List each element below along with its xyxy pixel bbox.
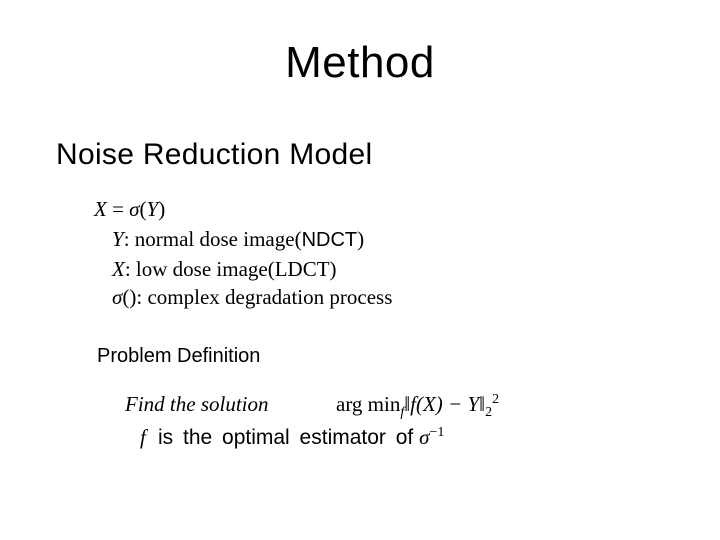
definition-sigma-text: complex degradation process bbox=[147, 285, 393, 309]
equation-equals: = bbox=[106, 197, 130, 221]
find-solution-line bbox=[125, 392, 499, 421]
norm-open: ‖ bbox=[404, 392, 411, 416]
definition-sigma-colon: : bbox=[136, 285, 148, 309]
definition-y-symbol: Y bbox=[112, 227, 124, 251]
noise-model-equation bbox=[94, 199, 165, 220]
equation-function: σ bbox=[129, 197, 140, 221]
definition-x-text: low dose image(LDCT) bbox=[135, 257, 337, 281]
estimator-sigma: σ bbox=[419, 425, 430, 449]
argmin-subscript: f bbox=[400, 405, 405, 421]
equation-lhs: X bbox=[94, 197, 107, 221]
definition-x-colon: : bbox=[124, 257, 136, 281]
equation-argument: Y bbox=[146, 197, 159, 221]
definition-x bbox=[112, 259, 337, 280]
definition-y bbox=[112, 229, 364, 250]
find-solution-phrase: Find the solution bbox=[125, 392, 269, 416]
equation-paren-open: ( bbox=[139, 197, 147, 221]
norm-close: ‖ bbox=[479, 392, 486, 416]
definition-sigma-symbol: σ bbox=[112, 285, 123, 309]
argmin-operator: arg min bbox=[336, 392, 401, 416]
definition-y-abbr: NDCT bbox=[301, 229, 358, 251]
estimator-inverse-superscript: −1 bbox=[429, 425, 445, 440]
norm-expression: f(X) − Y bbox=[410, 392, 480, 416]
definition-sigma bbox=[112, 287, 392, 308]
definition-y-text: normal dose image( bbox=[134, 227, 302, 251]
definition-y-colon: : bbox=[123, 227, 135, 251]
norm-subscript: 2 bbox=[485, 405, 493, 421]
definition-sigma-parens: () bbox=[122, 285, 137, 309]
definition-y-close: ) bbox=[357, 227, 365, 251]
problem-definition-heading: Problem Definition bbox=[97, 345, 261, 367]
definition-x-symbol: X bbox=[112, 257, 125, 281]
estimator-symbol: f bbox=[140, 425, 146, 449]
norm-superscript: 2 bbox=[492, 392, 500, 407]
slide-title: Method bbox=[285, 38, 435, 87]
equation-paren-close: ) bbox=[158, 197, 166, 221]
optimal-estimator-line bbox=[140, 425, 444, 450]
argmin-expression bbox=[336, 392, 500, 421]
noise-reduction-model-heading: Noise Reduction Model bbox=[56, 138, 373, 171]
estimator-text: is the optimal estimator of bbox=[158, 426, 414, 449]
